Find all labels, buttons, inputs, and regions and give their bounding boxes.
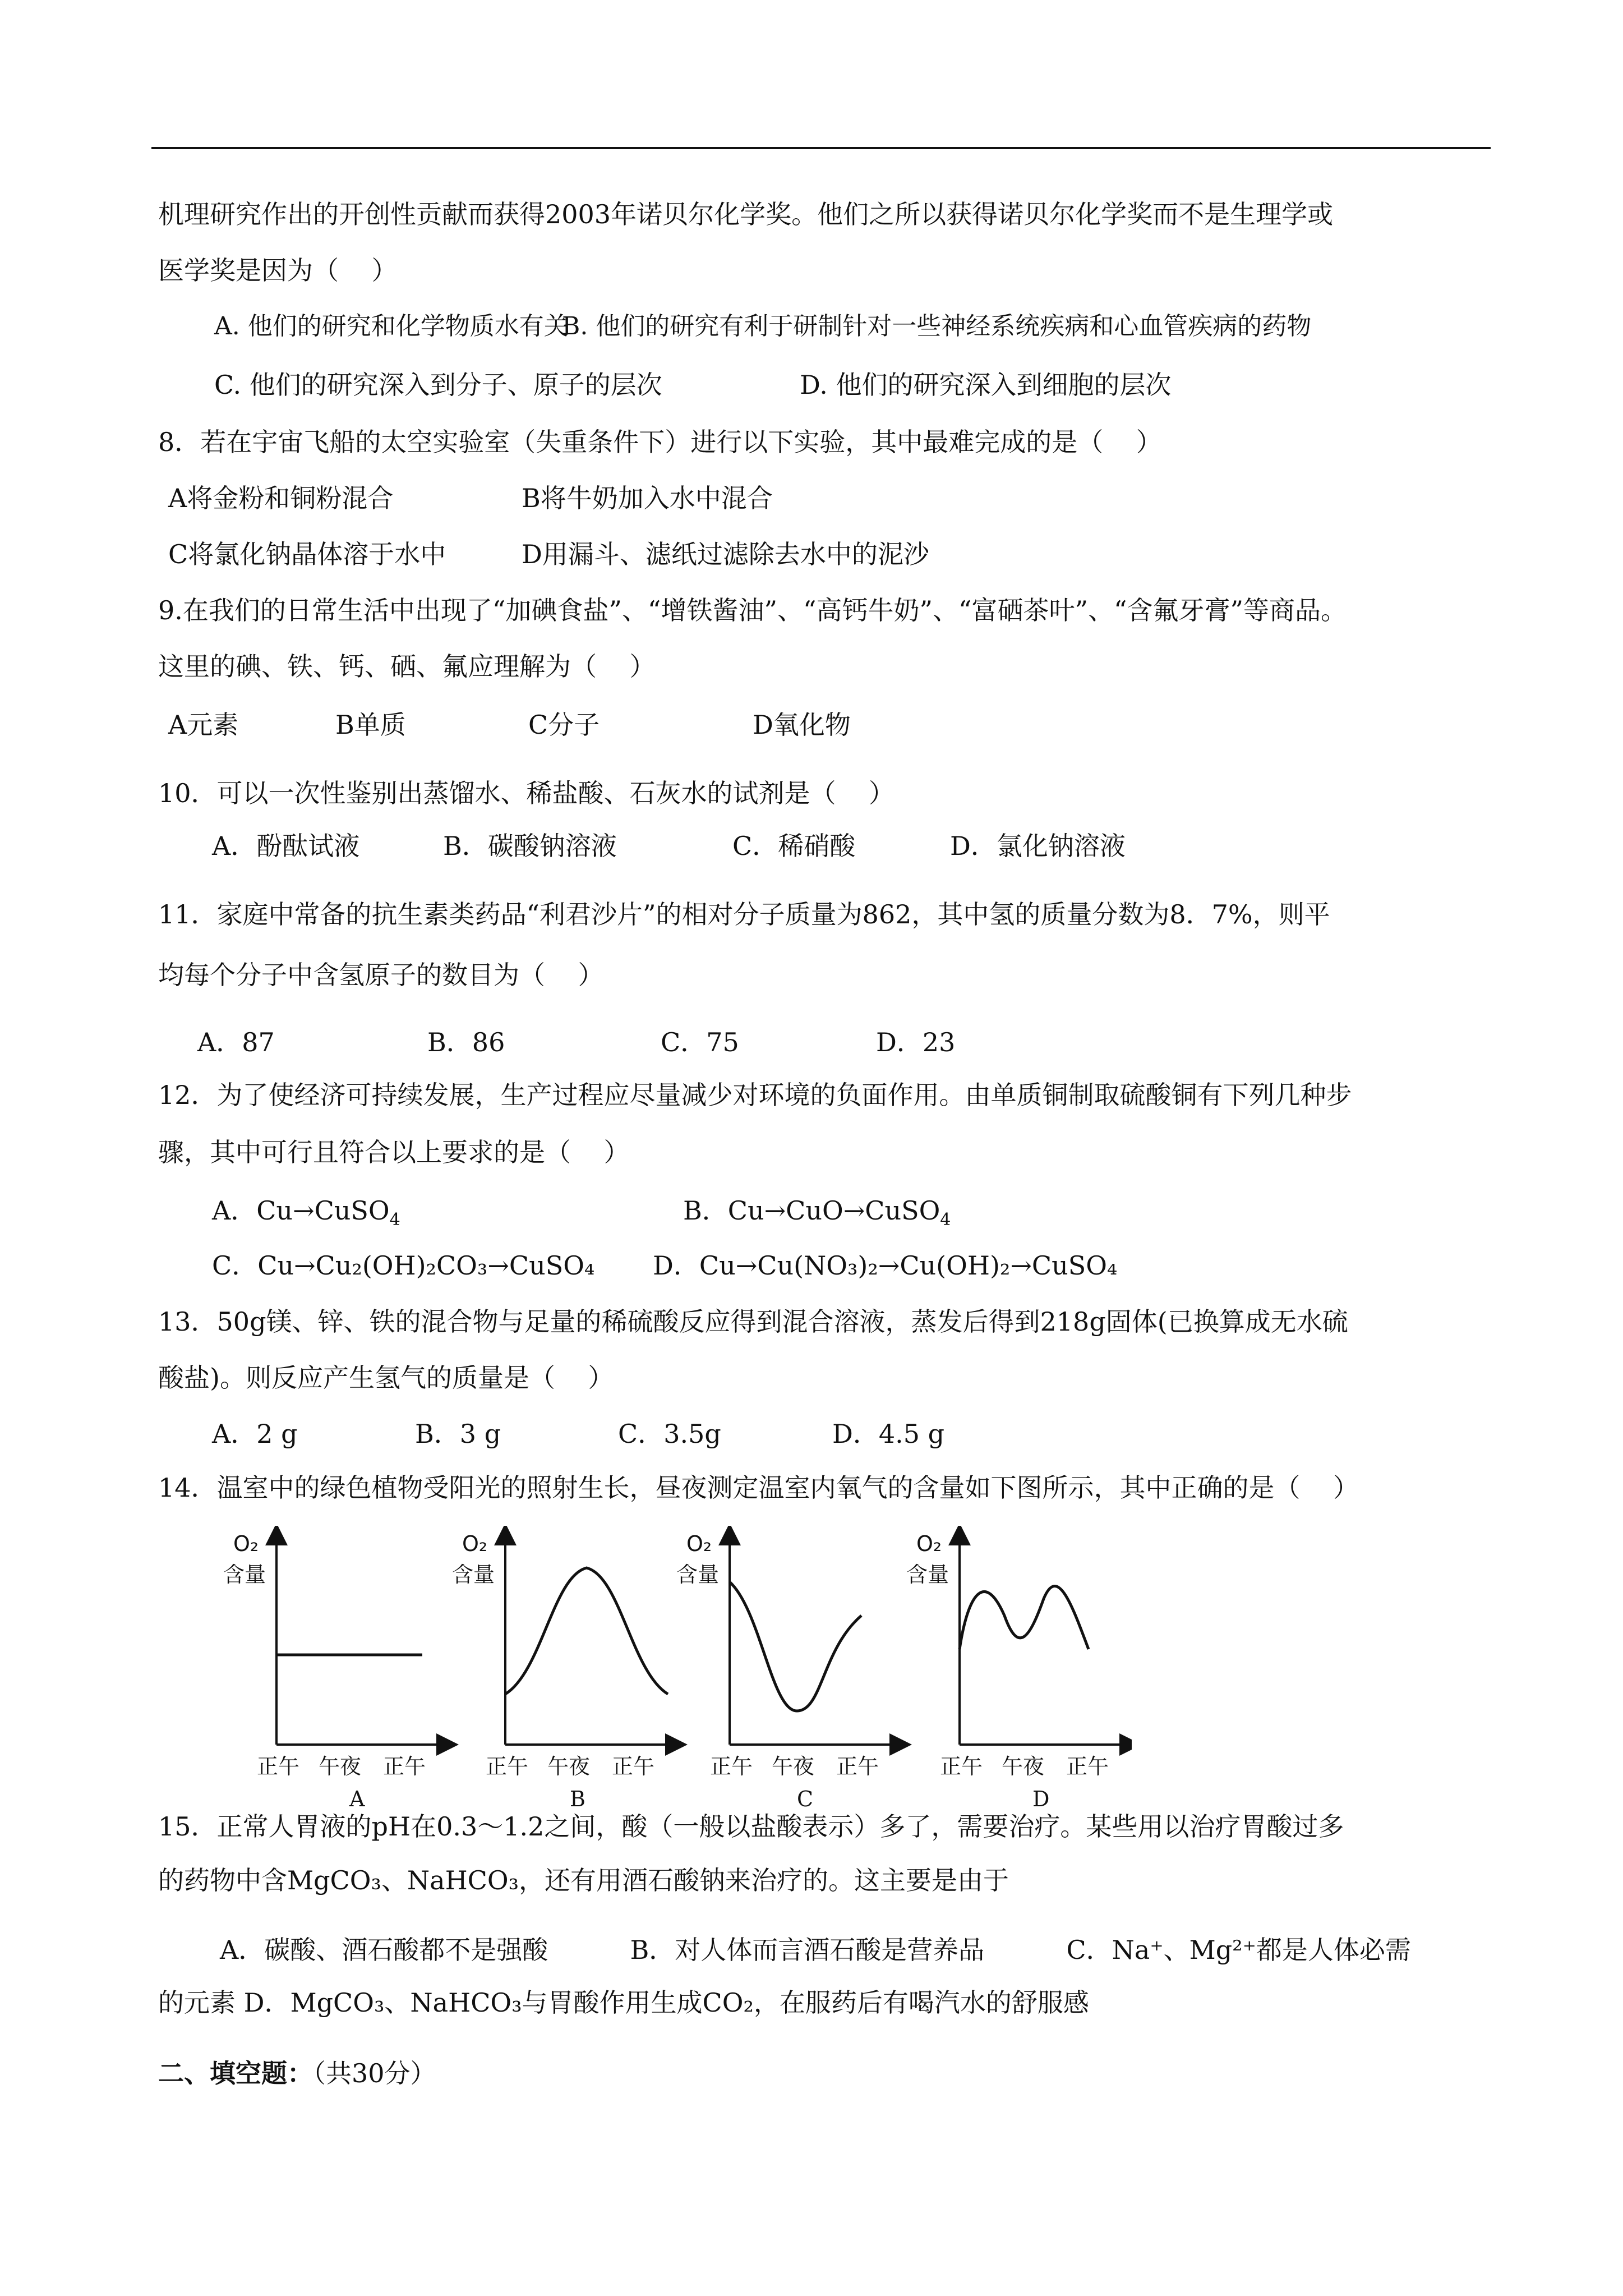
- q14-x-tick: 午夜: [1002, 1754, 1045, 1779]
- q14-x-tick: 午夜: [772, 1754, 815, 1779]
- q11-line2: 均每个分子中含氢原子的数目为（ ）: [158, 960, 604, 990]
- q12-line2: 骤，其中可行且符合以上要求的是（ ）: [158, 1137, 630, 1167]
- q14-caption: D: [1032, 1787, 1050, 1811]
- q14-x-tick: 正午: [940, 1754, 983, 1779]
- q12-option-c: C．Cu→Cu₂(OH)₂CO₃→CuSO₄: [212, 1250, 595, 1281]
- q14-chart-B: [452, 1531, 676, 1779]
- q14-chart-C: [676, 1531, 901, 1779]
- q14-o2-curve: [960, 1586, 1089, 1649]
- q15-line1: 15．正常人胃液的pH在0.3～1.2之间，酸（一般以盐酸表示）多了，需要治疗。某些用以治疗胃酸过多: [158, 1811, 1344, 1842]
- q7-option-a: A. 他们的研究和化学物质水有关: [214, 312, 569, 341]
- q13-option-d: D．4.5 g: [832, 1419, 945, 1449]
- q14-y-label-text: 含量: [906, 1562, 949, 1587]
- q12-option-a: [212, 1194, 400, 1230]
- q14-caption: C: [797, 1787, 814, 1811]
- q12-option-b: [683, 1194, 951, 1230]
- header-rule: [151, 147, 1491, 149]
- q9-option-c: C分子: [528, 710, 600, 740]
- q12-option-a-text: A．Cu→CuSO: [212, 1195, 390, 1226]
- q7-option-b: B. 他们的研究有利于研制针对一些神经系统疾病和心血管疾病的药物: [562, 312, 1312, 341]
- q13-option-a: A．2 g: [212, 1419, 298, 1449]
- q14-o2-curve: [505, 1568, 668, 1694]
- q14-x-tick: 正午: [383, 1754, 426, 1779]
- q15-line2: 的药物中含MgCO₃、NaHCO₃，还有用酒石酸钠来治疗的。这主要是由于: [158, 1865, 1009, 1895]
- q14-x-tick: 正午: [1066, 1754, 1109, 1779]
- q9-option-d: D氧化物: [753, 710, 851, 740]
- q10-option-a: A．酚酞试液: [212, 831, 360, 861]
- q12-option-b-text: B．Cu→CuO→CuSO: [683, 1195, 940, 1226]
- q14-y-label-text: 含量: [676, 1562, 720, 1587]
- q14-y-label-text: 含量: [223, 1562, 266, 1587]
- q8-option-c: C将氯化钠晶体溶于水中: [168, 539, 446, 569]
- q14-y-label-symbol: O₂: [233, 1531, 259, 1556]
- q11-option-a: A．87: [197, 1027, 275, 1057]
- section2-title: 二、填空题：: [158, 2058, 313, 2088]
- q14-chart-svg: [223, 1526, 1132, 1818]
- q9-line1: 9.在我们的日常生活中出现了“加碘食盐”、“增铁酱油”、“高钙牛奶”、“富硒茶叶”、“含氟牙膏”等商品。: [158, 595, 1347, 625]
- q14-x-tick: 正午: [257, 1754, 300, 1779]
- q14-chart-A: [223, 1531, 448, 1779]
- q10-stem: 10．可以一次性鉴别出蒸馏水、稀盐酸、石灰水的试剂是（ ）: [158, 778, 895, 808]
- q7-option-d: D. 他们的研究深入到细胞的层次: [800, 370, 1172, 400]
- q15-line3: A．碳酸、酒石酸都不是强酸 B．对人体而言酒石酸是营养品 C．Na⁺、Mg²⁺都是人体必需: [220, 1935, 1411, 1965]
- q8-option-d: D用漏斗、滤纸过滤除去水中的泥沙: [522, 539, 929, 569]
- q14-charts: [223, 1526, 1132, 1811]
- q7-line1: 机理研究作出的开创性贡献而获得2003年诺贝尔化学奖。他们之所以获得诺贝尔化学奖而不是生理学或: [158, 199, 1334, 229]
- q14-y-label-symbol: O₂: [916, 1531, 942, 1556]
- q14-x-tick: 正午: [836, 1754, 879, 1779]
- q11-line1: 11．家庭中常备的抗生素类药品“利君沙片”的相对分子质量为862，其中氢的质量分数为8．7%，则平: [158, 899, 1330, 930]
- q13-line2: 酸盐)。则反应产生氢气的质量是（ ）: [158, 1363, 614, 1393]
- q14-stem: 14．温室中的绿色植物受阳光的照射生长，昼夜测定温室内氧气的含量如下图所示，其中正确的是（ ）: [158, 1473, 1359, 1503]
- q7-option-c: C. 他们的研究深入到分子、原子的层次: [214, 370, 662, 400]
- q14-chart-D: [906, 1531, 1131, 1779]
- q8-stem: 8．若在宇宙飞船的太空实验室（失重条件下）进行以下实验，其中最难完成的是（ ）: [158, 427, 1162, 457]
- q12-line1: 12．为了使经济可持续发展，生产过程应尽量减少对环境的负面作用。由单质铜制取硫酸铜有下列几种步: [158, 1080, 1352, 1110]
- q14-caption: A: [349, 1787, 365, 1811]
- q9-option-a: A元素: [168, 710, 239, 740]
- q14-y-label-symbol: O₂: [462, 1531, 488, 1556]
- q10-option-d: D．氯化钠溶液: [950, 831, 1126, 861]
- q14-y-label-text: 含量: [452, 1562, 495, 1587]
- q14-x-tick: 正午: [612, 1754, 655, 1779]
- q14-x-tick: 午夜: [547, 1754, 591, 1779]
- q14-x-tick: 正午: [486, 1754, 529, 1779]
- q14-y-label-symbol: O₂: [686, 1531, 712, 1556]
- q13-line1: 13．50g镁、锌、铁的混合物与足量的稀硫酸反应得到混合溶液，蒸发后得到218g固体(已换算成无水硫: [158, 1306, 1348, 1337]
- q7-line2: 医学奖是因为（ ）: [158, 255, 398, 286]
- section2-heading: [158, 2056, 436, 2090]
- q12-option-b-subscript: 4: [940, 1210, 951, 1230]
- q8-option-b: B将牛奶加入水中混合: [522, 483, 773, 513]
- q15-line4: 的元素 D．MgCO₃、NaHCO₃与胃酸作用生成CO₂，在服药后有喝汽水的舒服感: [158, 1987, 1089, 2018]
- q12-option-a-subscript: 4: [389, 1210, 400, 1230]
- q14-x-tick: 正午: [710, 1754, 753, 1779]
- q11-option-c: C．75: [661, 1027, 739, 1057]
- q9-option-b: B单质: [335, 710, 406, 740]
- q10-option-b: B．碳酸钠溶液: [443, 831, 617, 861]
- q14-o2-curve: [730, 1582, 861, 1711]
- q8-option-a: A将金粉和铜粉混合: [168, 483, 394, 513]
- q13-option-b: B．3 g: [415, 1419, 501, 1449]
- q12-option-d: D．Cu→Cu(NO₃)₂→Cu(OH)₂→CuSO₄: [653, 1250, 1118, 1281]
- q14-x-tick: 午夜: [319, 1754, 362, 1779]
- q11-option-d: D．23: [876, 1027, 956, 1057]
- q14-caption: B: [570, 1787, 585, 1811]
- q11-option-b: B．86: [427, 1027, 505, 1057]
- q13-option-c: C．3.5g: [618, 1419, 721, 1449]
- q10-option-c: C．稀硝酸: [732, 831, 856, 861]
- q9-line2: 这里的碘、铁、钙、硒、氟应理解为（ ）: [158, 651, 656, 682]
- section2-note: （共30分）: [313, 2058, 436, 2088]
